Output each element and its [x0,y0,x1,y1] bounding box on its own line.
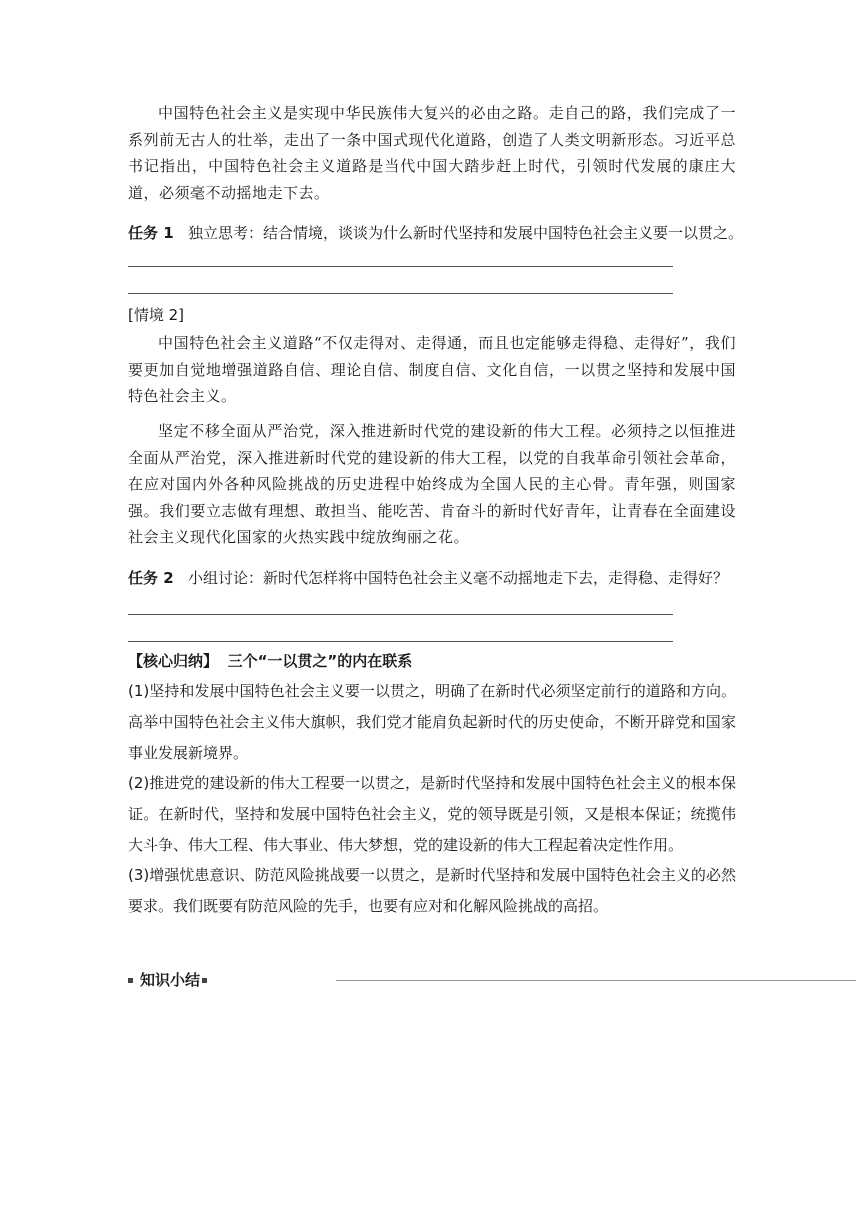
scenario2-title: [情境 2] [128,306,185,324]
square-bullet-icon [128,978,133,983]
square-bullet-icon [202,978,207,983]
summary-heading [128,650,412,671]
task1-text: 独立思考：结合情境，谈谈为什么新时代坚持和发展中国特色社会主义要一以贯之。 [187,224,743,242]
summary-item-2: (2)推进党的建设新的伟大工程要一以贯之，是新时代坚持和发展中国特色社会主义的根本保证。在新时代，坚持和发展中国特色社会主义，党的领导既是引领，又是根本保证；统揽伟大斗争、伟大工程、伟大事业、伟大梦想，党的建设新的伟大工程起着决定性作用。 [128,774,736,854]
task1 [128,222,743,243]
scenario1-paragraph: 中国特色社会主义是实现中华民族伟大复兴的必由之路。走自己的路，我们完成了一系列前无古人的壮举，走出了一条中国式现代化道路，创造了人类文明新形态。习近平总书记指出，中国特色社会主义道路是当代中国大踏步赶上时代，引领时代发展的康庄大道，必须毫不动摇地走下去。 [128,104,736,202]
summary-item-1: (1)坚持和发展中国特色社会主义要一以贯之，明确了在新时代必须坚定前行的道路和方向。高举中国特色社会主义伟大旗帜，我们党才能肩负起新时代的历史使命，不断开辟党和国家事业发展新境界。 [128,682,736,762]
task2-label: 任务 2 [128,569,174,587]
summary-title: 三个“一以贯之”的内在联系 [227,652,413,670]
scenario2-paragraph1: 中国特色社会主义道路“不仅走得对、走得通，而且也定能够走得稳、走得好”，我们要更加自觉地增强道路自信、理论自信、制度自信、文化自信，一以贯之坚持和发展中国特色社会主义。 [128,334,736,405]
summary-item-3: (3)增强忧患意识、防范风险挑战要一以贯之，是新时代坚持和发展中国特色社会主义的必然要求。我们既要有防范风险的先手，也要有应对和化解风险挑战的高招。 [128,866,736,915]
answer-line-2[interactable] [128,293,673,294]
section-heading-bar [128,970,728,990]
task1-label: 任务 1 [128,224,174,242]
answer-line-3[interactable] [128,614,673,615]
answer-line-1[interactable] [128,266,673,267]
section-title: 知识小结 [140,971,201,989]
scenario2-paragraph2: 坚定不移全面从严治党，深入推进新时代党的建设新的伟大工程。必须持之以恒推进全面从严治党，深入推进新时代党的建设新的伟大工程，以党的自我革命引领社会革命，在应对国内外各种风险挑战的历史进程中始终成为全国人民的主心骨。青年强，则国家强。我们要立志做有理想、敢担当、能吃苦、肯奋斗的新时代好青年，让青春在全面建设社会主义现代化国家的火热实践中绽放绚丽之花。 [128,422,736,546]
task2-text: 小组讨论：新时代怎样将中国特色社会主义毫不动摇地走下去，走得稳、走得好？ [187,569,728,587]
summary-tag: 【核心归纳】 [128,652,219,670]
task2 [128,567,728,588]
section-divider [336,980,856,981]
answer-line-4[interactable] [128,641,673,642]
